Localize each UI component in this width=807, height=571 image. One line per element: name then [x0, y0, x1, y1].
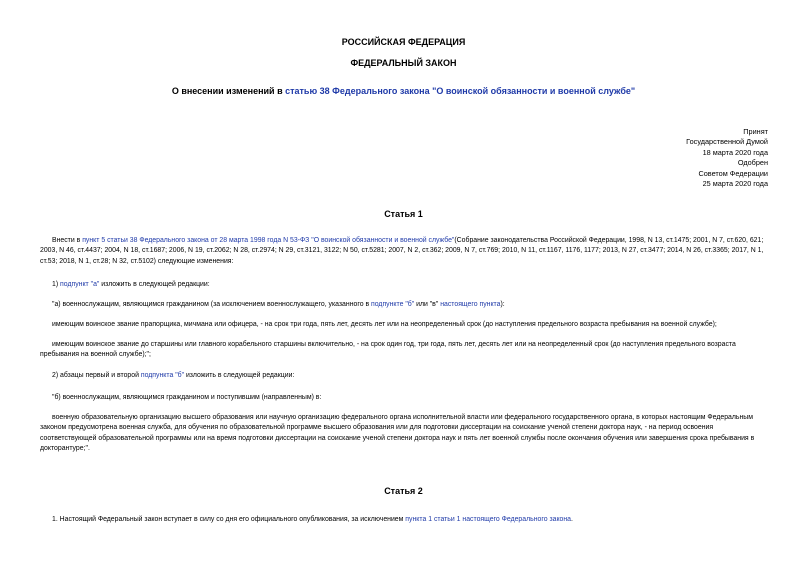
law-title-prefix: О внесении изменений в	[171, 86, 286, 96]
item-2-prefix: 2) абзацы первый и второй	[52, 372, 141, 379]
article-2-rest: .	[571, 516, 573, 523]
item-1-prefix: 1)	[52, 281, 61, 288]
article-2-heading: Статья 2	[384, 486, 423, 496]
approval-date-1: 18 марта 2020 года	[702, 147, 768, 157]
article-1-item-1	[40, 280, 768, 290]
law-title	[0, 86, 807, 96]
approval-approved: Одобрен	[737, 158, 768, 168]
article-2-item-1	[40, 515, 768, 525]
article-1-item-2	[40, 371, 768, 381]
approval-federation-council: Советом Федерации	[698, 168, 768, 178]
intro-rest: (Собрание законодательства Российской Федерации, 1998, N 13, ст.1475; 2001, N 7, ст.620, 621; 2003, N 46, ст.4437; 2004, N 18, ст.1687; 2006, N 19, ст.2062; N 28, ст.2974; N 29, ст.3121, 3122; N 50, ст.5281; 2007, N 2, ст.362; 2009, N 7, ст.769; 2010, N 11, ст.1167, 1176, 1177; 2013, N 27, ст.3477; 2014, N 26, ст.3365; 2017, N 1, ст.53; 2018, N 1, ст.28; N 32, ст.5102) следующие изменения:	[40, 237, 764, 265]
law-title-link[interactable]: статью 38 Федерального закона "О воинской обязанности и военной службе"	[285, 86, 636, 96]
approval-block	[686, 127, 768, 189]
this-point-link[interactable]: настоящего пункта	[440, 301, 501, 308]
item-1-rest: изложить в следующей редакции:	[99, 281, 210, 288]
subpoint-b-link-2[interactable]: подпункта "б"	[140, 372, 185, 379]
intro-law-link[interactable]: пункт 5 статьи 38 Федерального закона от 28 марта 1998 года N 53-ФЗ "О воинской обязанности и военной службе"	[82, 237, 455, 244]
doc-type-heading: ФЕДЕРАЛЬНЫЙ ЗАКОН	[350, 58, 457, 68]
subpoint-a-prefix: "а) военнослужащим, являющимся гражданином (за исключением военнослужащего, указанного в	[52, 301, 372, 308]
article-1-ensign-officer	[40, 320, 768, 330]
sergeant-text: имеющим воинское звание до старшины или главного корабельного старшины включительно, - на срок один год, три года, пять лет, десять лет или на неопределенный срок (до наступления предельного возраста пребывания на военной службе);";	[40, 341, 736, 359]
item-2-rest: изложить в следующей редакции:	[184, 372, 295, 379]
country-heading: РОССИЙСКАЯ ФЕДЕРАЦИЯ	[341, 37, 466, 47]
article-1-education	[40, 413, 768, 454]
intro-prefix: Внести в	[52, 237, 83, 244]
article-2-exception-link[interactable]: пункта 1 статьи 1 настоящего Федерального закона	[405, 516, 572, 523]
article-1-intro	[40, 236, 768, 267]
article-1-heading: Статья 1	[384, 209, 423, 219]
subpoint-b-link[interactable]: подпункте "б"	[371, 301, 415, 308]
approval-accepted: Принят	[743, 127, 768, 136]
subpoint-a-mid: или "в"	[414, 301, 441, 308]
article-1-sergeant	[40, 340, 768, 361]
subpoint-a-rest: ):	[500, 301, 505, 308]
approval-date-2: 25 марта 2020 года	[702, 179, 768, 189]
article-2-prefix: 1. Настоящий Федеральный закон вступает в силу со дня его официального опубликования, за исключением	[52, 516, 406, 523]
subpoint-b-text: "б) военнослужащим, являющимся гражданином и поступившим (направленным) в:	[52, 394, 322, 401]
subpoint-a-link[interactable]: подпункт "а"	[60, 281, 100, 288]
approval-duma: Государственной Думой	[686, 137, 768, 147]
education-text: военную образовательную организацию высшего образования или научную организацию федерального органа исполнительной власти или федерального государственного органа, в которых настоящим Федеральным законом предусмотрена военная служба, для обучения по образовательной программе высшего образования или для подготовки диссертации на соискание ученой степени доктора наук, - на период освоения соответствующей образовательной программы или на время подготовки диссертации на соискание ученой степени доктора наук и пять лет военной службы после окончания обучения или завершения срока пребывания в докторантуре;".	[40, 414, 755, 452]
article-1-subpoint-b	[40, 393, 768, 403]
article-1-subpoint-a	[40, 300, 768, 310]
ensign-officer-text: имеющим воинское звание прапорщика, мичмана или офицера, - на срок три года, пять лет, десять лет или на неопределенный срок (до наступления предельного возраста пребывания на военной службе);	[52, 321, 717, 328]
